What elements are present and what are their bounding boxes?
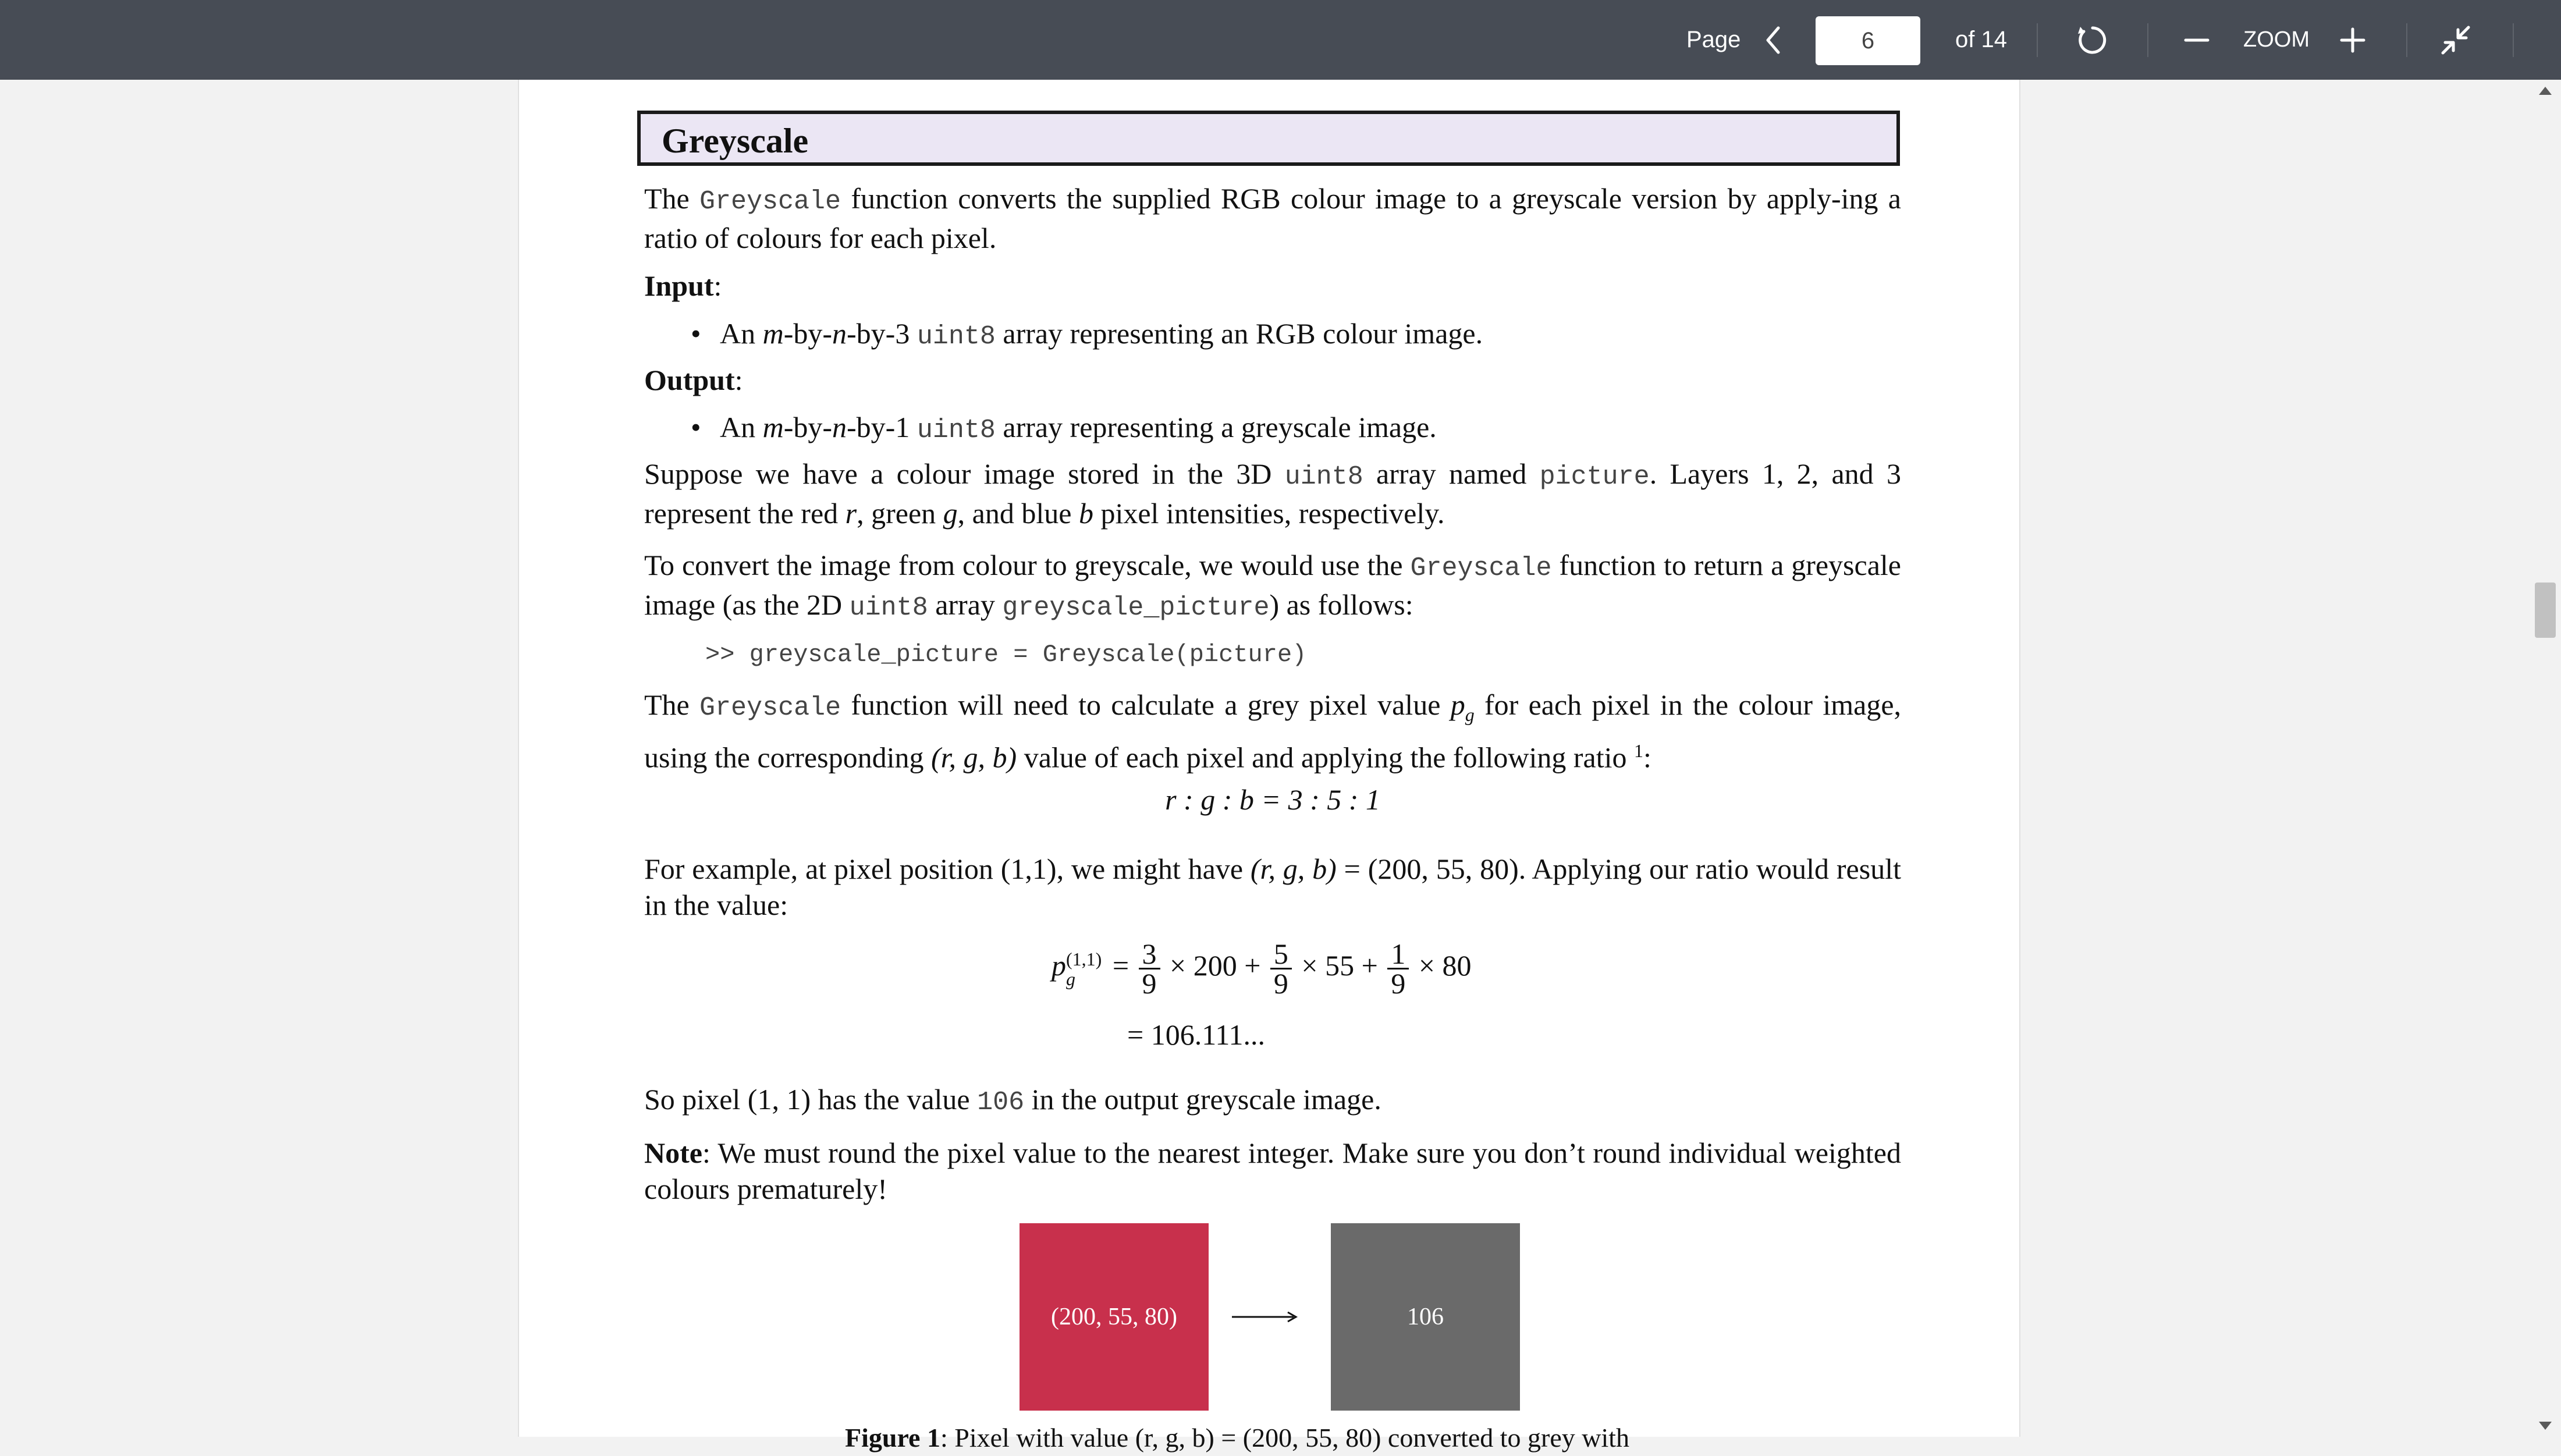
toolbar-divider [2406, 23, 2407, 57]
input-heading: Input: [644, 269, 722, 302]
note-paragraph: Note: We must round the pixel value to the nearest integer. Make sure you don’t round individual weighted colours prematurely! [644, 1137, 1901, 1205]
page-total: of 14 [1955, 27, 2007, 52]
previous-page-button[interactable] [1763, 0, 1783, 80]
figure-caption: Figure 1: Pixel with value (r, g, b) = (200, 55, 80) converted to grey with [845, 1423, 1630, 1453]
convert-paragraph: To convert the image from colour to greyscale, we would use the Greyscale function to return a greyscale image (as the 2D uint8 array greyscale_picture) as follows: [644, 549, 1901, 623]
arrow-right-icon [1231, 1310, 1298, 1324]
chevron-left-icon [1763, 26, 1783, 55]
example-paragraph: For example, at pixel position (1,1), we might have (r, g, b) = (200, 55, 80). Applying our ratio would result in the value: [644, 853, 1901, 921]
grey-pixel-box: 106 [1331, 1223, 1520, 1411]
toolbar-divider [2147, 23, 2148, 57]
so-paragraph: So pixel (1, 1) has the value 106 in the output greyscale image. [644, 1083, 1381, 1117]
pdf-toolbar [0, 0, 2561, 80]
colour-pixel-box: (200, 55, 80) [1020, 1223, 1209, 1411]
scroll-down-icon[interactable] [2539, 1422, 2552, 1430]
section-title: Greyscale [662, 122, 809, 160]
rotate-button[interactable] [2075, 0, 2111, 80]
collapse-icon [2439, 24, 2472, 56]
scrollbar-thumb[interactable] [2535, 583, 2556, 638]
zoom-out-button[interactable] [2183, 0, 2210, 80]
toolbar-divider [2513, 23, 2514, 57]
page-label: Page [1686, 27, 1741, 52]
zoom-label: ZOOM [2243, 27, 2310, 52]
vertical-scrollbar[interactable] [2528, 80, 2561, 1437]
calc-paragraph: The Greyscale function will need to calculate a grey pixel value $p_g$ for each pixel in the colour image, using the corresponding (r, g, b) value of each pixel and applying the following ratio $^1$: [644, 688, 1902, 774]
code-example: >> greyscale_picture = Greyscale(picture) [705, 641, 1307, 669]
scroll-up-icon[interactable] [2539, 87, 2552, 95]
rotate-icon [2075, 22, 2111, 58]
ratio-equation: r : g : b = 3 : 5 : 1 [1165, 783, 1380, 816]
weighted-sum-equation: p (1,1) g = $\frac{3}{9}$ × 200 + $\frac{5}{9}$ × 55 + $\frac{1}{9}$ × 80 [1052, 937, 1472, 1000]
plus-icon [2339, 27, 2366, 54]
zoom-in-button[interactable] [2339, 0, 2366, 80]
minus-icon [2183, 27, 2210, 54]
output-heading: Output: [644, 364, 743, 396]
section-heading-box [637, 111, 1900, 166]
suppose-paragraph: Suppose we have a colour image stored in the 3D uint8 array named picture. Layers 1, 2, and 3 represent the red r, green g, and blue b pixel intensities, respectively. [644, 457, 1902, 530]
next-page-button[interactable] [1903, 0, 1923, 80]
chevron-right-icon [1903, 26, 1923, 55]
toolbar-divider [2037, 23, 2038, 57]
page-number-input[interactable]: 6 [1816, 16, 1920, 65]
document-page: Greyscale The Greyscale function converts the supplied RGB colour image to a greyscale version by apply-ing a ratio of colours for each pixel. Input: • An m-by-n-by-3 uint8 array representing an RGB colour image. Output: • An m-by-n-by-1 uint8 array representing a greyscale image. Suppose we have a colour image stored in the 3D uint8 array named picture. Layers 1, 2, and 3 represent the red r, green g, and blue b pixel intensities, respectively. To convert the image from colour to greyscale, we would use the Greyscale function to return a greyscale image (as the 2D uint8 array greyscale_picture) as follows: >> greyscale_picture = Greyscale(picture) The Greyscale function will need to calculate a grey pixel value $p_g$ for each pixel in the colour image, using the corresponding (r, g, b) value of each pixel and applying the following ratio $^1$: r : g : b = 3 : 5 : 1 For example, at pixel position (1,1), we might have (r, g, b) = (200, 55, 80). Applying our ratio would result in the value: p (1,1) g = $\frac{3}{9}$ × 200 + $\frac{5}{9}$ × 55 + $\frac{1}{9}$ × 80 = 106.111... So pixel (1, 1) has the value 106 in the output greyscale image. Note: We must round the pixel value to the nearest integer. Make sure you don’t round individual weighted colours prematurely! (200, 55, 80) 106 Figure 1: Pixel with value (r, g, b) = (200, 55, 80) converted to grey with [518, 80, 2020, 1437]
exit-fullscreen-button[interactable] [2439, 0, 2472, 80]
equation-result: = 106.111... [1127, 1018, 1265, 1051]
intro-paragraph: The Greyscale function converts the supplied RGB colour image to a greyscale version by apply-ing a ratio of colours for each pixel. [644, 182, 1902, 254]
